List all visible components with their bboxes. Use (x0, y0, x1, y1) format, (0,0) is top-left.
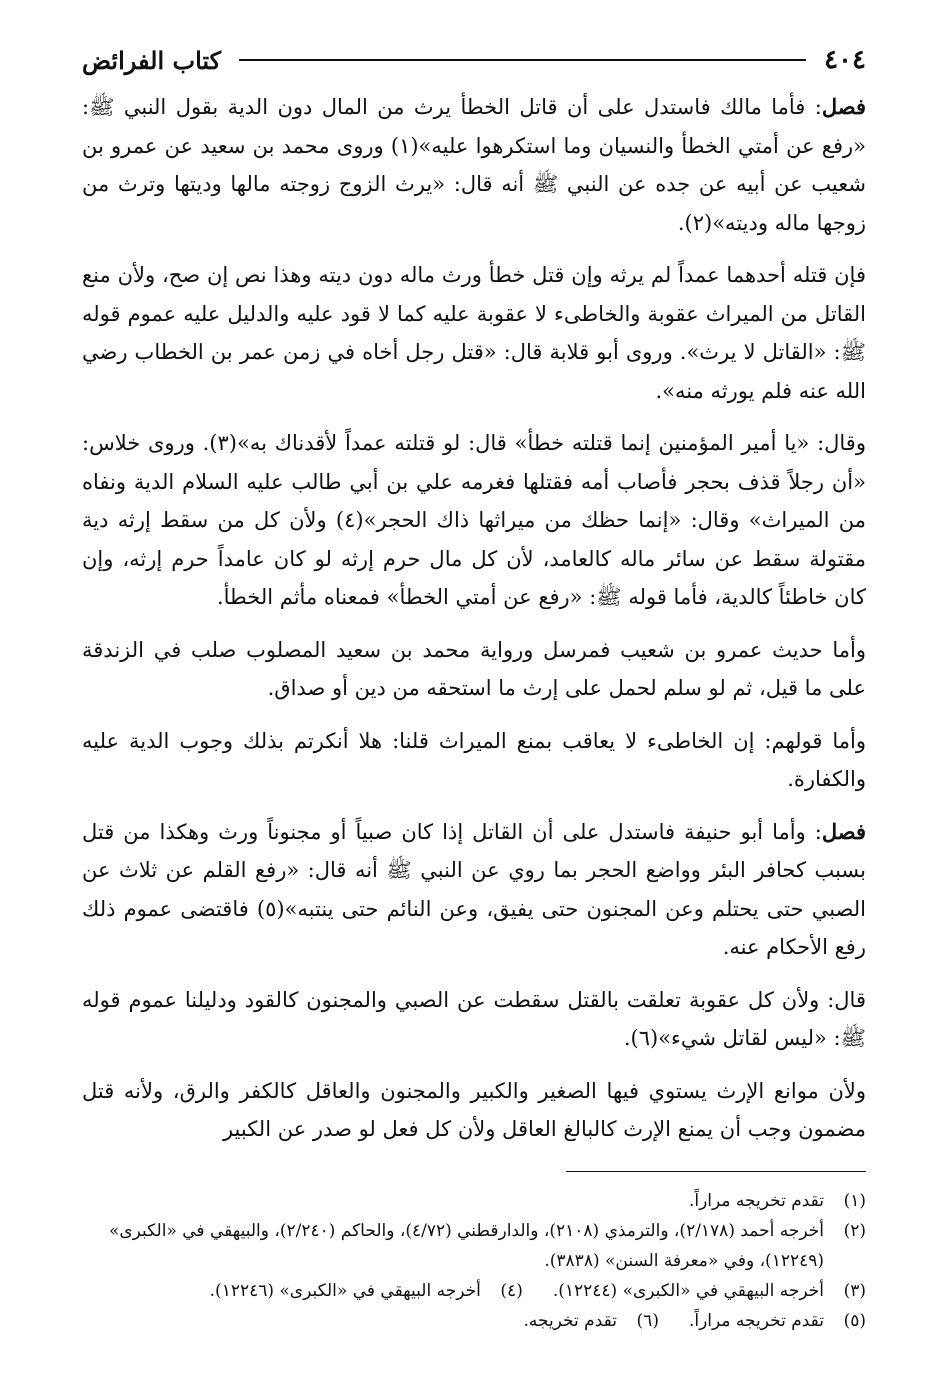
footnotes (82, 1186, 866, 1336)
paragraph-text: وأما حديث عمرو بن شعيب فمرسل ورواية محمد بن سعيد المصلوب صلب في الزندقة على ما قيل، ثم لو سلم لحمل على إرث ما استحقه من دين أو صداق. (82, 637, 866, 700)
paragraph (82, 424, 866, 617)
paragraph-text: : وأما أبو حنيفة فاستدل على أن القاتل إذا كان صبياً أو مجنوناً ورث وهكذا من قتل بسبب كحافر البئر وواضع الحجر بما روي عن النبي ﷺ أنه قال: «رفع القلم عن ثلاث عن الصبي حتى يحتلم وعن المجنون حتى يفيق، وعن النائم حتى ينتبه»(٥) فاقتضى عموم ذلك رفع الأحكام عنه. (82, 819, 867, 959)
footnote-text: أخرجه أحمد (٢/١٧٨)، والترمذي (٢١٠٨)، والدارقطني (٤/٧٢)، والحاكم (٢/٢٤٠)، والبيهقي في «الكبرى» (١٢٢٤٩)، وفي «معرفة السنن» (٣٨٣٨). (108, 1220, 824, 1271)
footnote-text: تقدم تخريجه مراراً. (688, 1190, 824, 1211)
paragraph-text: وأما قولهم: إن الخاطىء لا يعاقب بمنع الميراث قلنا: هلا أنكرتم بذلك وجوب الدية عليه والكفارة. (82, 728, 866, 791)
main-text (82, 88, 866, 1149)
paragraph (82, 631, 866, 708)
running-header (82, 38, 866, 82)
page-number: ٤٠٤ (824, 45, 866, 75)
footnote (82, 1186, 866, 1216)
paragraph (82, 722, 866, 799)
paragraph (82, 88, 866, 242)
paragraph-text: قال: ولأن كل عقوبة تعلقت بالقتل سقطت عن الصبي والمجنون كالقود ودليلنا عموم قوله ﷺ: «ليس لقاتل شيء»(٦). (82, 987, 866, 1050)
footnote-number: (١) (843, 1190, 866, 1211)
footnote-number: (٤) (500, 1280, 523, 1301)
paragraph (82, 1072, 866, 1149)
footnote-text: أخرجه البيهقي في «الكبرى» (١٢٢٤٤). (552, 1280, 824, 1301)
footnote (82, 1216, 866, 1276)
paragraph-text: : فأما مالك فاستدل على أن قاتل الخطأ يرث من المال دون الدية بقول النبي ﷺ: «رفع عن أمتي الخطأ والنسيان وما استكرهوا عليه»(١) وروى محمد بن سعيد عن عمرو بن شعيب عن أبيه عن جده عن النبي ﷺ أنه قال: «يرث الزوج زوجته مالها وديتها وترث من زوجها ماله وديته»(٢). (82, 95, 866, 235)
section-label: فصل (821, 94, 866, 119)
header-rule (239, 59, 806, 61)
footnote-row (82, 1306, 866, 1336)
paragraph-text: فإن قتله أحدهما عمداً لم يرثه وإن قتل خطأ ورث ماله دون ديته وهذا نص إن صح، ولأن منع القاتل من الميراث عقوبة والخاطىء لا عقوبة عليه كما لا قود عليه والدليل عليه عموم قوله ﷺ: «القاتل لا يرث». وروى أبو قلابة قال: «قتل رجل أخاه في زمن عمر بن الخطاب رضي الله عنه فلم يورثه منه». (82, 263, 866, 403)
paragraph-text: وقال: «يا أمير المؤمنين إنما قتلته خطأ» قال: لو قتلته عمداً لأقدناك به»(٣). وروى خلاس: «أن رجلاً قذف بحجر فأصاب أمه فقتلها فغرمه علي بن أبي طالب عليه السلام الدية ونفاه من الميراث» وقال: «إنما حظك من ميراثها ذاك الحجر»(٤) ولأن كل من سقط إرثه دية مقتولة سقط عن سائر ماله كالعامد، لأن كل مال حرم إرثه لو كان عامداً حرم إرثه، وإن كان خاطئاً كالدية، فأما قوله ﷺ: «رفع عن أمتي الخطأ» فمعناه مأثم الخطأ. (82, 431, 866, 609)
footnote-text: تقدم تخريجه مراراً. (688, 1310, 824, 1331)
footnote-number: (٦) (636, 1310, 659, 1331)
footnote-number: (٣) (843, 1280, 866, 1301)
footnote-separator (566, 1171, 866, 1172)
footnote-number: (٢) (843, 1220, 866, 1241)
paragraph (82, 981, 866, 1058)
section-label: فصل (821, 818, 866, 844)
book-title: كتاب الفرائض (82, 45, 222, 75)
paragraph (82, 256, 866, 410)
paragraph (82, 813, 866, 967)
footnote-text: تقدم تخريجه. (523, 1310, 617, 1331)
footnote-row (82, 1276, 866, 1306)
footnote-number: (٥) (843, 1310, 866, 1331)
paragraph-text: ولأن موانع الإرث يستوي فيها الصغير والكبير والمجنون والعاقل كالكفر والرق، ولأنه قتل مضمون وجب أن يمنع الإرث كالبالغ العاقل ولأن كل فعل لو صدر عن الكبير (82, 1078, 866, 1141)
footnote-text: أخرجه البيهقي في «الكبرى» (١٢٢٤٦). (209, 1280, 481, 1301)
